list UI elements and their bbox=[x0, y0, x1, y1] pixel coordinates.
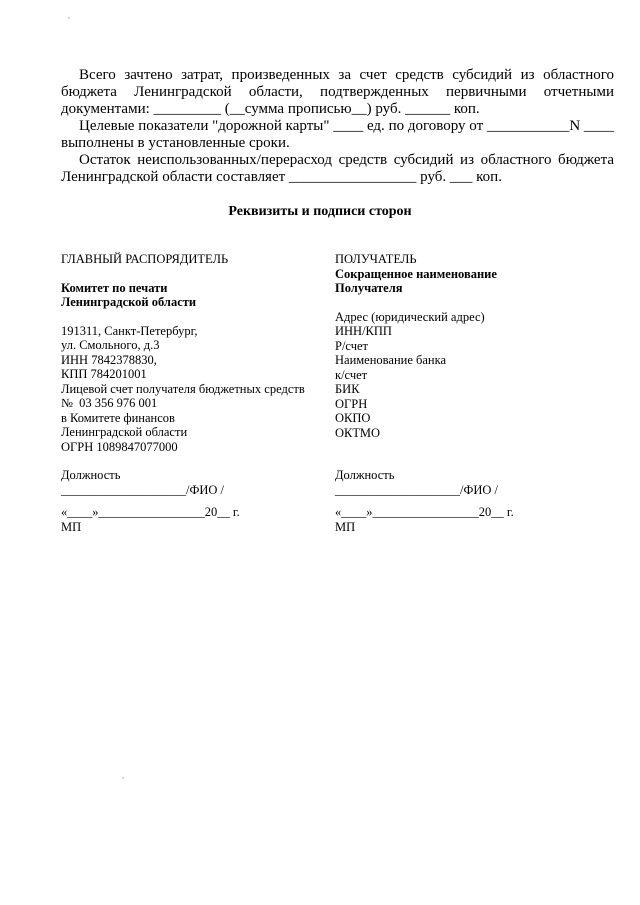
left-detail: 191311, Санкт-Петербург, bbox=[61, 323, 198, 338]
right-detail: ОКПО bbox=[335, 411, 371, 425]
left-detail: ул. Смольного, д.3 bbox=[61, 338, 160, 352]
right-role: ПОЛУЧАТЕЛЬ bbox=[335, 252, 417, 266]
right-detail: Р/счет bbox=[335, 338, 369, 353]
right-detail: ОГРН bbox=[335, 396, 368, 411]
right-detail: Наименование банка bbox=[335, 353, 447, 367]
right-stamp-mark: МП bbox=[335, 519, 356, 534]
left-detail: в Комитете финансов bbox=[61, 410, 175, 425]
total-costs-paragraph: Всего зачтено затрат, произведенных за счет средств субсидий из областного бюджета Ленинградской области, подтвержденных первичными отчетными документами: _________ (__сумма прописью__) руб. ______ коп. bbox=[61, 67, 614, 117]
left-stamp-mark: МП bbox=[61, 519, 82, 534]
left-date-line: «____»_________________20__ г. bbox=[61, 505, 240, 519]
scan-speck bbox=[68, 17, 70, 19]
right-party-block bbox=[335, 252, 615, 534]
right-detail: Адрес (юридический адрес) bbox=[335, 309, 485, 324]
right-date-line: «____»_________________20__ г. bbox=[335, 505, 514, 519]
left-detail: № 03 356 976 001 bbox=[61, 396, 158, 410]
right-signature-line: ____________________/ФИО / bbox=[335, 482, 499, 497]
section-title: Реквизиты и подписи сторон bbox=[228, 204, 412, 219]
left-detail: ОГРН 1089847077000 bbox=[61, 439, 178, 454]
remainder-paragraph: Остаток неиспользованных/перерасход средств субсидий из областного бюджета Ленинградской области составляет _________________ руб. ___ коп. bbox=[61, 152, 614, 185]
right-detail: ОКТМО bbox=[335, 425, 380, 440]
left-position-label: Должность bbox=[61, 468, 121, 482]
right-position-label: Должность bbox=[335, 468, 395, 482]
left-signature-line: ____________________/ФИО / bbox=[61, 482, 225, 497]
left-org-name: Комитет по печати bbox=[61, 280, 168, 295]
left-org-region: Ленинградской области bbox=[61, 295, 197, 309]
right-detail: ИНН/КПП bbox=[335, 324, 392, 338]
left-detail: Лицевой счет получателя бюджетных средств bbox=[61, 381, 305, 396]
left-detail: КПП 784201001 bbox=[61, 367, 147, 381]
left-role: ГЛАВНЫЙ РАСПОРЯДИТЕЛЬ bbox=[61, 252, 229, 266]
left-party-block bbox=[61, 252, 326, 534]
scan-speck bbox=[122, 777, 124, 779]
targets-paragraph: Целевые показатели "дорожной карты" ____ ед. по договору от ___________N ____ выполнены в установленные сроки. bbox=[61, 118, 614, 151]
right-org-name: Сокращенное наименование bbox=[335, 266, 497, 281]
right-detail: к/счет bbox=[335, 367, 368, 382]
left-detail: Ленинградской области bbox=[61, 425, 188, 439]
left-detail: ИНН 7842378830, bbox=[61, 352, 157, 367]
right-org-region: Получателя bbox=[335, 281, 403, 295]
right-detail: БИК bbox=[335, 382, 360, 396]
